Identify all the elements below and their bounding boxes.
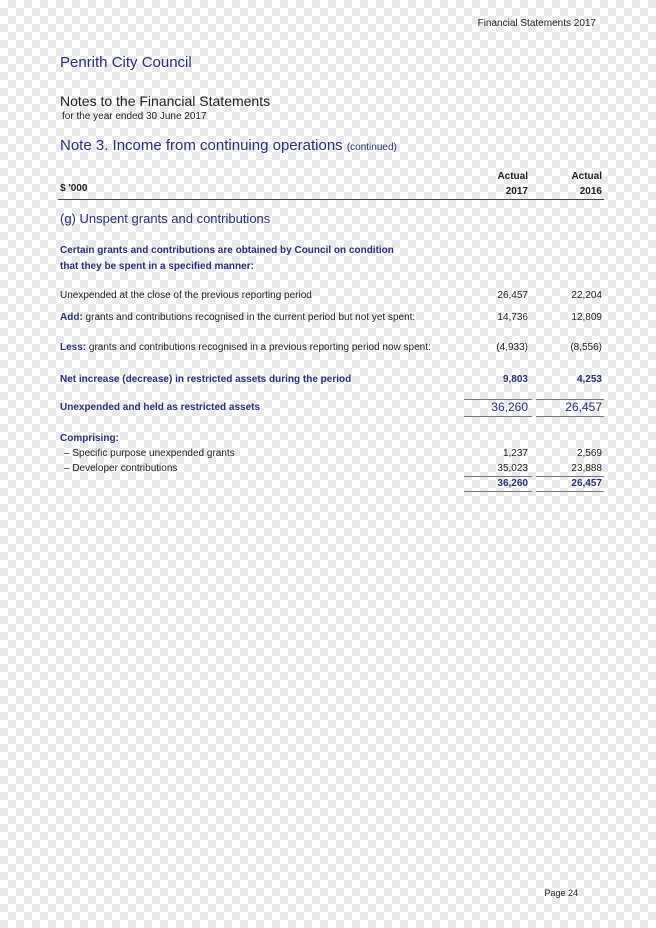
column-header-2016 (571, 169, 602, 199)
notes-subtitle: for the year ended 30 June 2017 (62, 111, 207, 122)
table-row-label (60, 312, 415, 323)
council-name: Penrith City Council (60, 54, 192, 71)
table-row-label (60, 342, 431, 353)
subtotal-rule (464, 476, 532, 477)
header-rule (58, 199, 604, 200)
comprising-title: Comprising: (60, 433, 119, 444)
subtotal-rule (536, 476, 604, 477)
notes-title: Notes to the Financial Statements (60, 93, 271, 109)
note-heading-main: Note 3. Income from continuing operations (60, 137, 343, 154)
comprising-item-label: – Specific purpose unexpended grants (64, 448, 235, 459)
table-row-value-2016: 22,204 (571, 290, 602, 301)
page-number: Page 24 (544, 888, 578, 898)
row-label-text: Unexpended and held as restricted assets (60, 402, 261, 413)
column-label: Actual (497, 171, 528, 182)
column-year: 2017 (505, 186, 528, 197)
table-row-label (60, 402, 260, 413)
comprising-total-2017: 36,260 (497, 478, 528, 489)
comprising-total-2016: 26,457 (571, 478, 602, 489)
section-title: (g) Unspent grants and contributions (60, 211, 271, 226)
intro-line-2: that they be spent in a specified manner: (60, 261, 254, 272)
note-heading-suffix: (continued) (346, 142, 397, 153)
row-prefix: Add: (60, 312, 83, 323)
units-label: $ '000 (60, 183, 88, 194)
comprising-item-value-2017: 1,237 (502, 448, 528, 459)
column-header-2017 (497, 169, 528, 199)
row-label-text: Net increase (decrease) in restricted assets during the period (60, 374, 352, 385)
table-row-value-2017: 9,803 (502, 374, 528, 385)
column-year: 2016 (579, 186, 602, 197)
note-heading (60, 137, 397, 154)
row-label-text: grants and contributions recognised in a previous reporting period now spent: (86, 342, 431, 353)
table-row-value-2016: 26,457 (565, 400, 602, 414)
row-label-text: Unexpended at the close of the previous reporting period (60, 290, 312, 301)
table-row-label (60, 374, 351, 385)
table-row-value-2016: 12,809 (571, 312, 602, 323)
row-prefix: Less: (60, 342, 87, 353)
intro-line-1: Certain grants and contributions are obtained by Council on condition (60, 245, 394, 256)
total-rule (536, 491, 604, 492)
row-label-text: grants and contributions recognised in the current period but not yet spent: (82, 312, 416, 323)
table-row-value-2016: 4,253 (576, 374, 602, 385)
comprising-item-value-2017: 35,023 (497, 463, 528, 474)
column-label: Actual (571, 171, 602, 182)
total-rule (536, 416, 604, 417)
total-rule (464, 491, 532, 492)
comprising-item-value-2016: 23,888 (571, 463, 602, 474)
table-row-value-2017: 14,736 (497, 312, 528, 323)
table-row-value-2017: (4,933) (496, 342, 528, 353)
total-rule (464, 416, 532, 417)
intro-text (60, 243, 394, 275)
table-row-value-2016: (8,556) (570, 342, 602, 353)
header-document-title: Financial Statements 2017 (477, 18, 596, 29)
table-row-value-2017: 36,260 (491, 400, 528, 414)
table-row-value-2017: 26,457 (497, 290, 528, 301)
table-row-label (60, 290, 312, 301)
comprising-item-label: – Developer contributions (64, 463, 178, 474)
comprising-item-value-2016: 2,569 (576, 448, 602, 459)
